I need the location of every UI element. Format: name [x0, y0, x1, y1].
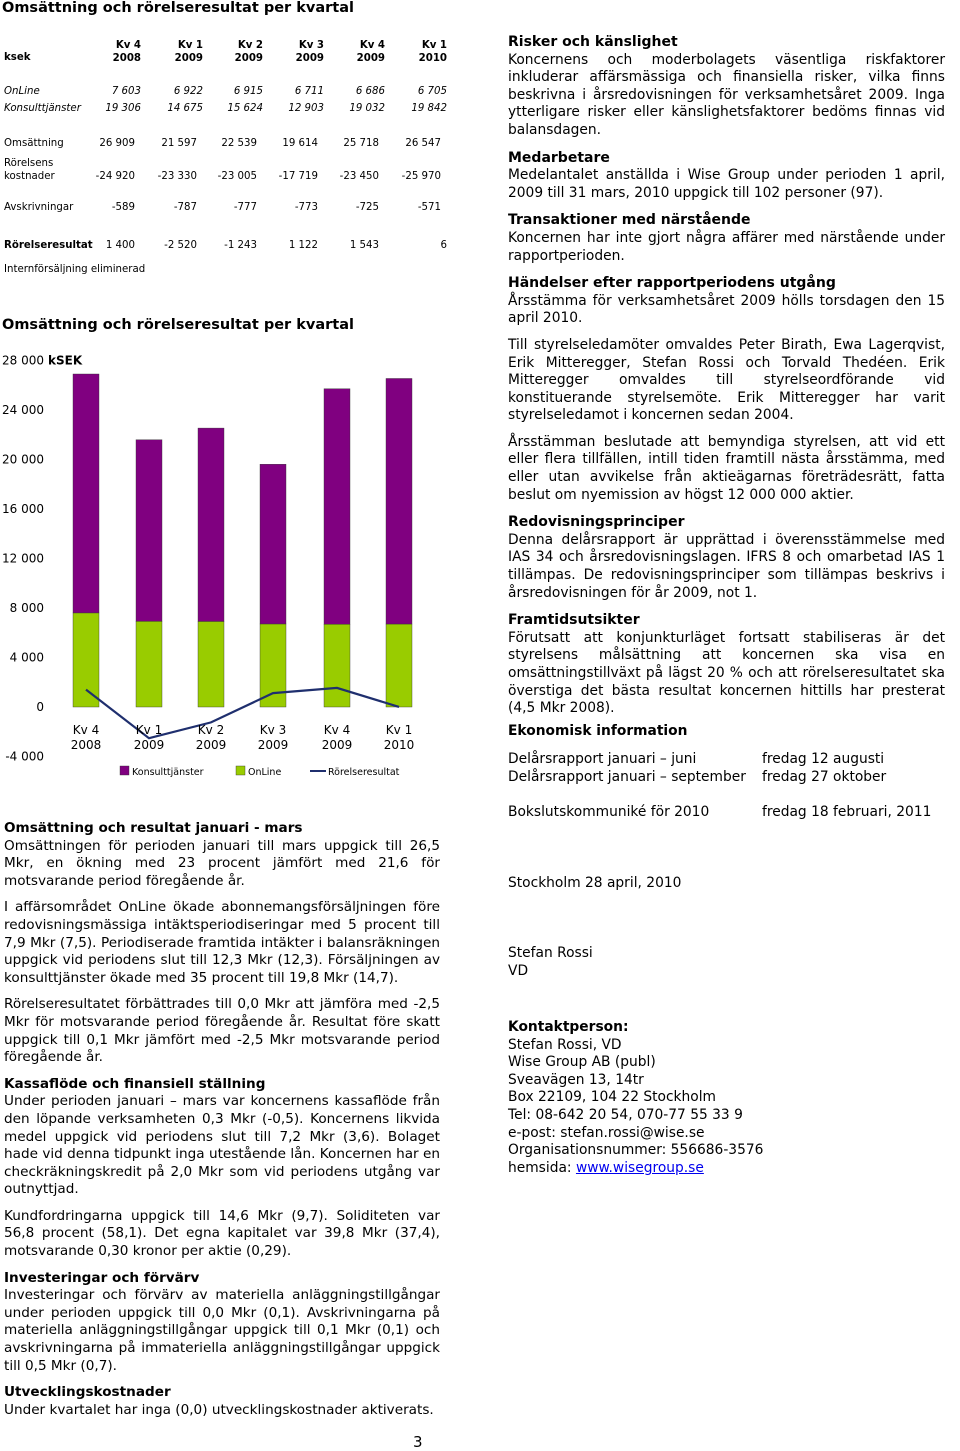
row-label: Avskrivningar [4, 202, 74, 213]
contact-lines [508, 1037, 945, 1160]
legend-label: OnLine [248, 767, 282, 778]
section-paragraph: Rörelseresultatet förbättrades till 0,0 Mkr att jämföra med -2,5 Mkr för motsvarande period föregående år. Resultat före skatt uppgick till 0,1 Mkr jämfört med -2,5 Mkr motsvarande period föregående år. [4, 996, 440, 1066]
table-cell: 6 [440, 240, 447, 251]
section-heading: Kassaflöde och finansiell ställning [4, 1075, 266, 1092]
col-header-quarter: Kv 4 [359, 40, 385, 51]
table-cell: 1 400 [105, 240, 135, 251]
bar-konsulttjanster [136, 440, 162, 622]
bar-konsulttjanster [198, 428, 224, 621]
table-cell: -25 970 [401, 171, 441, 182]
contact-heading: Kontaktperson: [508, 1019, 629, 1035]
section-paragraph: Medelantalet anställda i Wise Group under perioden 1 april, 2009 till 31 mars, 2010 uppgick till 102 personer (97). [508, 167, 945, 201]
eco-label-2: Delårsrapport januari – september [508, 769, 746, 785]
table-cell: 6 686 [355, 86, 385, 97]
col-header-year: 2009 [174, 53, 203, 64]
chart-unit-label: kSEK [48, 353, 83, 368]
table-cell: -571 [417, 202, 441, 213]
bar-online [136, 621, 162, 707]
table-cell: 19 032 [349, 103, 385, 114]
eco-date-1: fredag 12 augusti [762, 751, 885, 767]
y-tick-label: 24 000 [2, 403, 44, 417]
bar-konsulttjanster [386, 378, 412, 624]
economic-info-row-3 [508, 804, 945, 822]
section-paragraph: Till styrelseledamöter omvaldes Peter Birath, Ewa Lagerqvist, Erik Mitteregger, Stefan Rossi och Torvald Thedéen. Erik Mitteregger omvaldes till styrelseordförande vid konstituerande styrelsemöte. Erik Mitteregger har varit styrelseledamot i koncernen sedan 2004. [508, 336, 945, 424]
table-cell: 21 597 [161, 138, 197, 149]
table-title: Omsättning och rörelseresultat per kvartal [2, 0, 354, 16]
table-cell: -725 [355, 202, 379, 213]
economic-info-heading: Ekonomisk information [508, 723, 688, 739]
y-tick-label: 20 000 [2, 452, 44, 467]
table-cell: 7 603 [111, 86, 141, 97]
table-cell: 19 306 [105, 103, 141, 114]
table-cell: 26 547 [405, 138, 441, 149]
legend-swatch [236, 766, 245, 775]
table-cell: -23 330 [157, 171, 197, 182]
table-cell: 1 543 [349, 240, 379, 251]
contact-line: Box 22109, 104 22 Stockholm [508, 1089, 716, 1106]
col-header-year: 2010 [418, 53, 447, 64]
table-cell: -23 450 [339, 171, 379, 182]
eco-label-1: Delårsrapport januari – juni [508, 751, 697, 767]
text-section [4, 1076, 440, 1261]
row-label: Rörelsens [4, 158, 54, 169]
section-paragraph: Förutsatt att konjunkturläget fortsatt stabiliseras är det styrelsens målsättning att koncernen ska visa en omsättningstillväxt på lägst 20 % och att rörelseresultatet ska överstiga det bästa resultat koncernen hittills har presterat (4,5 Mkr 2008). [508, 629, 945, 717]
table-unit: ksek [4, 52, 31, 63]
signature-place-date: Stockholm 28 april, 2010 [508, 875, 682, 891]
table-cell: -2 520 [164, 240, 197, 251]
x-tick-label: Kv 4 [323, 723, 351, 737]
section-paragraph: Investeringar och förvärv av materiella anläggningstillgångar under perioden uppgick till 0,0 Mkr (0,1). Avskrivningarna på materiella anläggningstillgångar uppgick till 0,1 Mkr (0,1) och avskrivningarna på immateriella anläggningstillgångar uppgick till 0,5 Mkr (0,7). [4, 1287, 440, 1374]
bar-online [260, 624, 286, 707]
table-cell: 12 903 [288, 103, 324, 114]
text-section [508, 150, 945, 203]
table-cell: 25 718 [343, 138, 379, 149]
x-tick-label: 2009 [133, 738, 165, 752]
bar-online [73, 613, 99, 707]
section-paragraph: Under kvartalet har inga (0,0) utvecklingskostnader aktiverats. [4, 1401, 434, 1418]
table-cell: 14 675 [167, 103, 203, 114]
chart [0, 345, 470, 785]
col-header-quarter: Kv 2 [237, 40, 263, 51]
col-header-year: 2009 [295, 53, 324, 64]
y-tick-label: 8 000 [9, 601, 44, 615]
signature-title: VD [508, 963, 529, 979]
contact-block [508, 1019, 945, 1177]
text-section [4, 820, 440, 1067]
bar-online [324, 624, 350, 707]
page-number: 3 [413, 1433, 423, 1451]
section-paragraph: Under perioden januari – mars var koncernens kassaflöde från den löpande verksamheten 0,3 Mkr (-0,5). Koncernens likvida medel uppgick vid periodens slut till 7,2 Mkr (3,6). Bolaget hade vid denna tidpunkt inga utestående lån. Koncernen har en checkräkningskredit på 2,0 Mkr som vid periodens utgång var outnyttjad. [4, 1093, 440, 1198]
text-section [508, 275, 945, 504]
row-label: kostnader [4, 171, 55, 182]
table-cell: -777 [233, 202, 257, 213]
col-header-quarter: Kv 3 [298, 40, 324, 51]
x-tick-label: 2009 [321, 738, 353, 752]
table-cell: 19 842 [411, 103, 447, 114]
col-header-quarter: Kv 1 [177, 40, 203, 51]
table-cell: 26 909 [99, 138, 135, 149]
x-tick-label: 2009 [257, 738, 289, 752]
row-label: Rörelseresultat [4, 240, 93, 251]
section-paragraph: I affärsområdet OnLine ökade abonnemangsförsäljningen före redovisningsmässiga intäktsperiodiseringar med 5 procent till 7,9 Mkr (7,5). Periodiserade framtida intäkter i balansräkningen uppgick vid periodens slut till 12,3 Mkr (12,3). Försäljningen av konsulttjänster ökade med 35 procent till 19,8 Mkr (14,7). [4, 899, 440, 986]
legend-label: Konsulttjänster [132, 767, 204, 778]
bar-online [386, 624, 412, 707]
section-heading: Framtidsutsikter [508, 612, 640, 629]
bar-konsulttjanster [324, 389, 350, 625]
y-tick-label: -4 000 [5, 749, 44, 764]
section-heading: Medarbetare [508, 149, 610, 166]
y-tick-label: 16 000 [2, 502, 44, 516]
table-cell: 6 922 [173, 86, 203, 97]
section-heading: Händelser efter rapportperiodens utgång [508, 275, 836, 292]
section-heading: Investeringar och förvärv [4, 1269, 200, 1286]
table-cell: 6 711 [294, 86, 324, 97]
table-cell: 1 122 [288, 240, 318, 251]
contact-web [508, 1160, 945, 1178]
signature-name: Stefan Rossi [508, 945, 593, 961]
table-cell: -17 719 [278, 171, 318, 182]
x-tick-label: Kv 3 [259, 723, 287, 737]
chart-title: Omsättning och rörelseresultat per kvartal [2, 317, 354, 333]
x-tick-label: Kv 1 [385, 723, 413, 737]
section-paragraph: Omsättningen för perioden januari till mars uppgick till 26,5 Mkr, en ökning med 23 procent jämfört med 21,6 för motsvarande period föregående år. [4, 837, 440, 889]
line-rorelseresultat [86, 688, 399, 738]
y-tick-label: 12 000 [2, 551, 44, 566]
table-cell: -589 [111, 202, 135, 213]
table-cell: -773 [294, 202, 318, 213]
section-heading: Redovisningsprinciper [508, 514, 685, 531]
bar-konsulttjanster [73, 374, 99, 613]
table-cell: -1 243 [224, 240, 257, 251]
text-section [4, 1384, 440, 1419]
section-heading: Transaktioner med närstående [508, 212, 751, 229]
col-header-quarter: Kv 4 [115, 40, 141, 51]
bar-konsulttjanster [260, 464, 286, 624]
section-paragraph: Kundfordringarna uppgick till 14,6 Mkr (9,7). Soliditeten var 56,8 procent (58,1). Det egna kapitalet var 39,8 Mkr (37,4), motsvarande 0,30 kronor per aktie (0,29). [4, 1207, 440, 1260]
section-paragraph: Koncernens och moderbolagets väsentliga riskfaktorer inkluderar affärsmässiga och finansiella risker, vilka finns beskrivna i årsredovisningen för verksamhetsåret 2009. Inga ytterligare risker eller känslighetsfaktorer bedöms finnas vid balansdagen. [508, 51, 945, 138]
section-heading: Risker och känslighet [508, 34, 678, 50]
section-heading: Omsättning och resultat januari - mars [4, 820, 303, 836]
col-header-quarter: Kv 1 [421, 40, 447, 51]
x-tick-label: Kv 4 [72, 723, 100, 737]
section-paragraph: Årsstämma för verksamhetsåret 2009 hölls torsdagen den 15 april 2010. [508, 292, 945, 327]
x-tick-label: 2009 [195, 738, 227, 752]
section-heading: Utvecklingskostnader [4, 1384, 171, 1401]
col-header-year: 2009 [234, 53, 263, 64]
contact-line: Stefan Rossi, VD [508, 1036, 622, 1053]
section-paragraph: Denna delårsrapport är upprättad i överensstämmelse med IAS 34 och årsredovisningslagen. IFRS 8 och omarbetad IAS 1 tillämpas. De redovisningsprinciper som tillämpas beskrivs i årsredovisningen för år 2009, not 1. [508, 531, 945, 601]
economic-info [508, 723, 945, 741]
table-cell: 6 705 [417, 86, 447, 97]
contact-line: Sveavägen 13, 14tr [508, 1071, 644, 1088]
eco-date-2: fredag 27 oktober [762, 769, 887, 785]
row-label: OnLine [4, 86, 40, 97]
y-tick-label: 4 000 [9, 650, 44, 665]
text-section [508, 34, 945, 140]
legend-label: Rörelseresultat [328, 767, 400, 778]
section-paragraph: Koncernen har inte gjort några affärer med närstående under rapportperioden. [508, 229, 945, 264]
x-tick-label: Kv 1 [135, 723, 163, 737]
table-cell: 22 539 [221, 138, 257, 149]
table-footnote: Internförsäljning eliminerad [4, 264, 146, 275]
y-tick-label: 28 000 [2, 353, 44, 368]
right-text-column [508, 34, 945, 728]
legend-swatch [120, 766, 129, 775]
col-header-year: 2009 [356, 53, 385, 64]
text-section [508, 514, 945, 602]
contact-line: Tel: 08-642 20 54, 070-77 55 33 9 [508, 1106, 743, 1123]
row-label: Konsulttjänster [4, 103, 81, 114]
eco-label-3: Bokslutskommuniké för 2010 [508, 804, 710, 820]
col-header-year: 2008 [112, 53, 141, 64]
section-paragraph: Årsstämman beslutade att bemyndiga styrelsen, att vid ett eller flera tillfällen, intill tiden framtill nästa årsstämma, med eller utan avvikelse från aktieägarnas företrädesrätt, fatta beslut om nyemission av högst 12 000 000 aktier. [508, 433, 945, 503]
y-tick-label: 0 [36, 700, 44, 714]
table-cell: 19 614 [282, 138, 318, 149]
left-text-column [4, 820, 440, 1428]
row-label: Omsättning [4, 138, 64, 149]
contact-line: e-post: stefan.rossi@wise.se [508, 1124, 705, 1141]
text-section [4, 1270, 440, 1376]
text-section [508, 212, 945, 265]
bar-online [198, 621, 224, 707]
x-tick-label: 2010 [383, 738, 415, 752]
quarterly-table [0, 40, 470, 280]
table-cell: -23 005 [217, 171, 257, 182]
table-cell: -24 920 [95, 171, 135, 182]
economic-info-rows [508, 751, 945, 787]
x-tick-label: Kv 2 [197, 723, 225, 737]
table-cell: 6 915 [233, 86, 263, 97]
eco-date-3: fredag 18 februari, 2011 [762, 804, 932, 820]
text-section [508, 612, 945, 718]
table-cell: -787 [173, 202, 197, 213]
contact-line: Organisationsnummer: 556686-3576 [508, 1142, 764, 1159]
x-tick-label: 2008 [70, 738, 102, 752]
contact-web-prefix: hemsida: [508, 1159, 576, 1176]
website-link[interactable]: www.wisegroup.se [575, 1159, 704, 1176]
contact-line: Wise Group AB (publ) [508, 1054, 656, 1071]
table-cell: 15 624 [227, 103, 263, 114]
